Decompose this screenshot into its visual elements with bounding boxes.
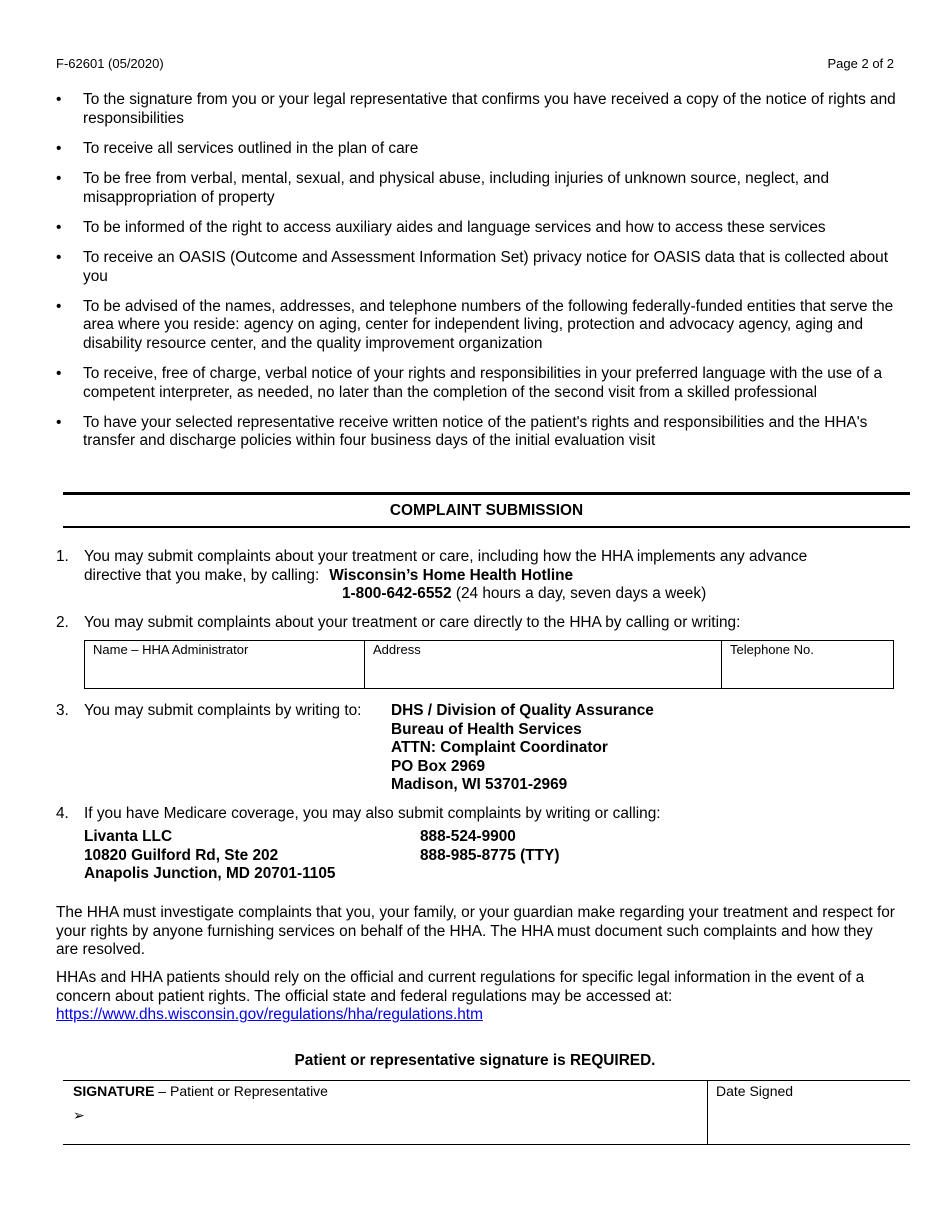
list-item: • To be free from verbal, mental, sexual, and physical abuse, including injuries of unknown source, neglect, and misappropriation of property <box>56 169 830 206</box>
bullet-icon: • <box>56 169 62 187</box>
hotline-name: Wisconsin’s Home Health Hotline <box>329 566 574 584</box>
item-number: 2. <box>56 614 69 631</box>
item-number: 3. <box>56 702 69 719</box>
date-signed-label: Date Signed <box>716 1083 794 1099</box>
signature-required-notice: Patient or representative signature is REQUIRED. <box>294 1052 656 1069</box>
signature-label: SIGNATURE – Patient or Representative <box>73 1083 328 1099</box>
bullet-icon: • <box>56 413 62 431</box>
hotline-phone: 1-800-642-6552 <box>342 585 452 603</box>
bullet-icon: • <box>56 218 62 236</box>
bullet-icon: • <box>56 297 62 315</box>
regulations-paragraph: HHAs and HHA patients should rely on the official and current regulations for specific legal information in the event of a concern about patient rights. The official state and federal regulations may be accessed at: https://www.dhs.wisconsin.gov/regulations/hha/regulations.htm <box>56 969 865 1024</box>
bullet-icon: • <box>56 139 62 157</box>
rights-list <box>56 91 898 463</box>
form-id: F-62601 (05/2020) <box>56 56 164 71</box>
hha-administrator-field[interactable]: Name – HHA Administrator <box>85 641 365 689</box>
page-number: Page 2 of 2 <box>827 56 894 71</box>
section-rule-bottom <box>63 526 910 528</box>
list-item: • To receive, free of charge, verbal notice of your rights and responsibilities in your preferred language with the use of a competent interpreter, as needed, no later than the completion of the second visit from a skilled professional <box>56 365 883 401</box>
section-title: COMPLAINT SUBMISSION <box>389 502 584 519</box>
list-item: • To be advised of the names, addresses, and telephone numbers of the following federally-funded entities that serve the area where you reside: agency on aging, center for independent living, protection and advocacy agency, aging and disability resource center, and the quality improvement organization <box>56 297 894 352</box>
dqa-address: DHS / Division of Quality Assurance Bureau of Health Services ATTN: Complaint Coordinator PO Box 2969 Madison, WI 53701-2969 <box>391 702 654 794</box>
list-item: • To the signature from you or your legal representative that confirms you have received a copy of the notice of rights and responsibilities <box>56 91 896 127</box>
list-item: • To be informed of the right to access auxiliary aides and language services and how to access these services <box>56 218 826 236</box>
arrow-icon: ➢ <box>73 1107 85 1123</box>
livanta-address: Livanta LLC 10820 Guilford Rd, Ste 202 Anapolis Junction, MD 20701-1105 <box>84 828 336 883</box>
bullet-icon: • <box>56 248 62 266</box>
section-rule-top <box>63 492 910 495</box>
complaint-item-2: You may submit complaints about your treatment or care directly to the HHA by calling or writing: <box>84 614 741 631</box>
hha-telephone-field[interactable]: Telephone No. <box>722 641 894 689</box>
signature-block <box>63 1080 910 1145</box>
complaint-item-3: You may submit complaints by writing to: <box>84 702 362 719</box>
regulations-link[interactable]: https://www.dhs.wisconsin.gov/regulations/hha/regulations.htm <box>56 1006 483 1024</box>
bullet-icon: • <box>56 365 62 383</box>
complaint-item-1: You may submit complaints about your treatment or care, including how the HHA implements any advance directive that you make, by calling: Wisconsin’s Home Health Hotline 1-800-642-6552 (24 hours a day, seven days a week) <box>84 548 808 603</box>
bullet-icon: • <box>56 91 62 108</box>
hha-contact-table <box>84 640 894 689</box>
list-item: • To have your selected representative receive written notice of the patient's rights and responsibilities and the HHA's transfer and discharge policies within four business days of the initial evaluation visit <box>56 413 868 450</box>
hha-address-field[interactable]: Address <box>365 641 722 689</box>
signature-field[interactable] <box>63 1081 707 1144</box>
investigation-paragraph: The HHA must investigate complaints that you, your family, or your guardian make regarding your treatment and respect for your rights by anyone furnishing services on behalf of the HHA. The HHA must document such complaints and how they are resolved. <box>56 904 895 959</box>
list-item: • To receive an OASIS (Outcome and Assessment Information Set) privacy notice for OASIS data that is collected about you <box>56 248 888 285</box>
livanta-phones: 888-524-9900 888-985-8775 (TTY) <box>420 828 560 864</box>
date-signed-field[interactable] <box>708 1081 910 1144</box>
list-item: • To receive all services outlined in the plan of care <box>56 139 419 157</box>
complaint-item-4: If you have Medicare coverage, you may also submit complaints by writing or calling: <box>84 805 661 822</box>
item-number: 1. <box>56 548 69 565</box>
item-number: 4. <box>56 805 69 822</box>
